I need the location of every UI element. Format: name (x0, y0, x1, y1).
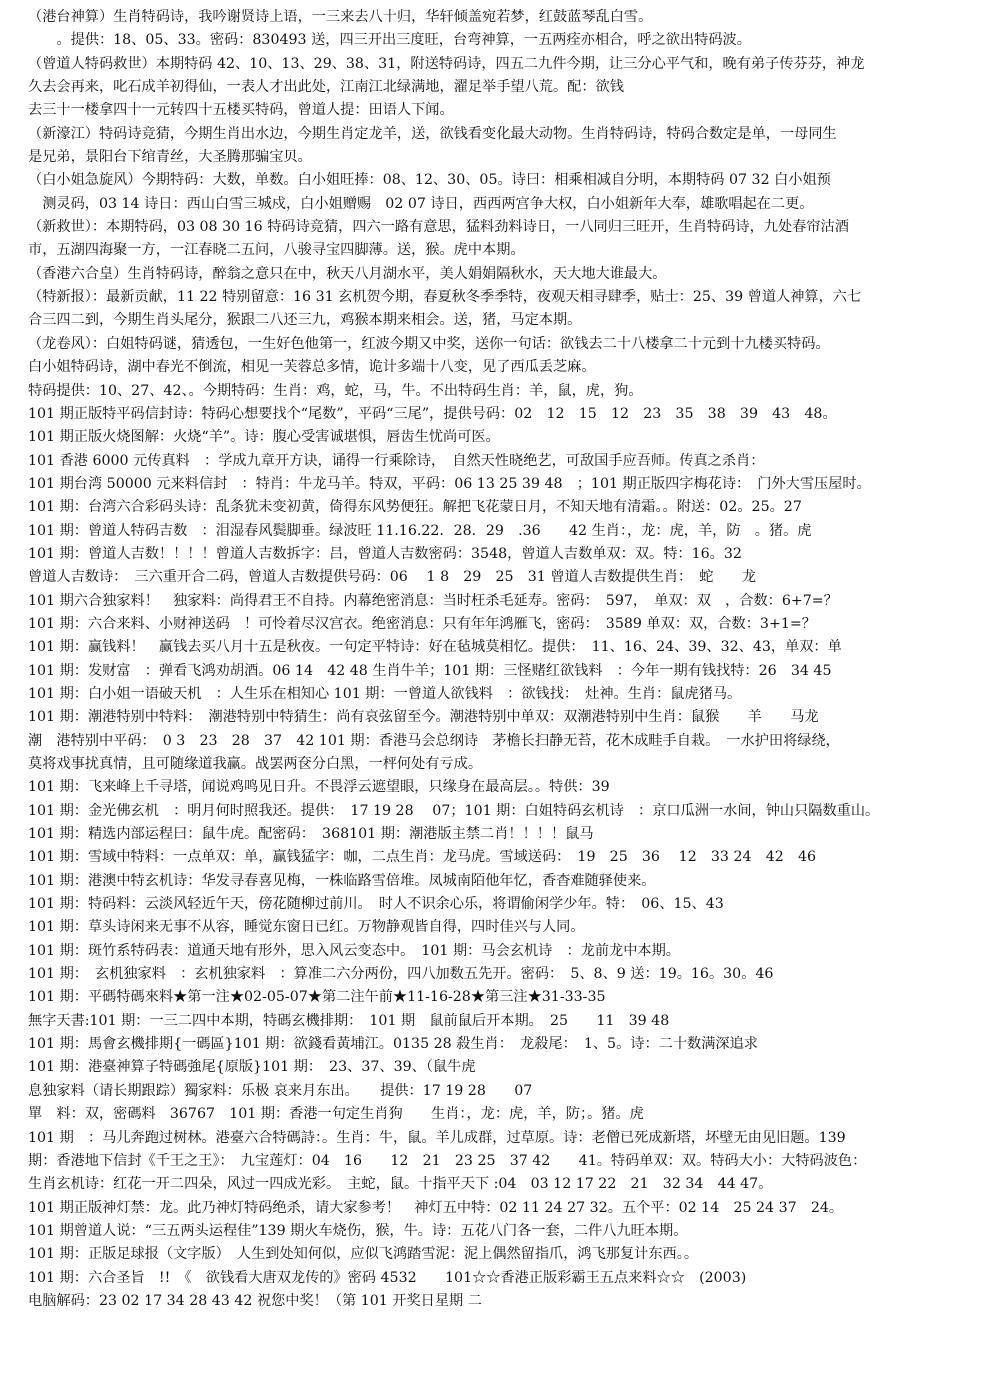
text-line: 久去会再来，叱石成羊初得仙，一表人才出此处，江南江北绿满地，濯足举手望八荒。配：欲钱 (28, 79, 624, 96)
text-line: 白小姐特码诗，湖中春光不倒流，相见一芙蓉总多情，诡计多端十八变，见了西瓜丢芝麻。 (28, 359, 596, 376)
text-line: 101 期：台湾六合彩码头诗：乱条犹未变初黄，倚得东风势便狂。解把飞花蒙日月，不知天地有清霜。。附送：02。25。27 (28, 499, 802, 516)
text-line: 無字天書:101 期：一三二四中本期，特碼玄機排期： 101 期 鼠前鼠后开本期。 25 11 39 48 (28, 1012, 670, 1029)
text-line: 是兄弟，景阳台下绾青丝，大圣腾那骗宝贝。 (28, 149, 312, 166)
text-line: 101 期：港臺神算子特碼強尾{原版}101 期： 23、37、39、（鼠牛虎 (28, 1059, 476, 1076)
text-line: 101 期正版神灯禁：龙。此乃神灯特码绝杀，请大家参考！ 神灯五中特：02 11 24 27 32。五个平：02 14 25 24 37 24。 (28, 1199, 844, 1216)
text-line: 101 期：精选内部运程曰：鼠牛虎。配密码： 368101 期：潮港版主禁二肖！！！！鼠马 (28, 826, 594, 843)
text-line: 测灵码，03 14 诗日：西山白雪三城戍，白小姐赠赐 02 07 诗日，西西两宫争大权，白小姐新年大奉，雄歌唱起在二更。 (28, 195, 814, 212)
text-line: 101 期正版特平码信封诗：特码心想要找个“尾数”，平码“三尾”，提供号码：02 12 15 12 23 35 38 39 43 48。 (28, 405, 837, 422)
text-line: 曾道人吉数诗： 三六重开合二码，曾道人吉数提供号码：06 1 8 29 25 31 曾道人吉数提供生肖： 蛇 龙 (28, 569, 757, 586)
text-line: 101 期：斑竹系特码表：道通天地有形外，思入风云变态中。 101 期：马会玄机诗 ：龙前龙中本期。 (28, 942, 680, 959)
text-line: （新濠江）特码诗竞猜，今期生肖出水边，今期生肖定龙羊，送，欲钱看变化最大动物。生肖特码诗，特码合数定是单，一母同生 (28, 125, 837, 142)
text-line: 單 料：双，密碼料 36767 101 期：香港一句定生肖狗 生肖：，龙：虎，羊，防；。猪。虎 (28, 1106, 644, 1123)
text-line: （特新报）：最新贡献，11 22 特别留意：16 31 玄机贺今期，春夏秋冬季季特，夜观天相寻肆季，贴士：25、39 曾道人神算，六七 (28, 289, 862, 306)
text-line: 101 期：馬會玄機排期{一碼區}101 期：欲錢看黃埔江。0135 28 殺生肖： 龙殺尾： 1、5。诗：二十数满深追求 (28, 1036, 758, 1053)
text-line: 101 期：曾道人特码吉数 ：泪湿春风鬓脚垂。绿波旺 11.16.22．28．29 .36 42 生肖：，龙：虎，羊，防 。猪。虎 (28, 522, 812, 539)
text-line: （白小姐急旋风）今期特码：大数，单数。白小姐旺捧：08、12、30、05。诗曰：相乘相减自分明，本期特码 07 32 白小姐预 (28, 172, 831, 189)
text-line: 101 期：草头诗闲来无事不从容，睡觉东窗日已红。万物静观皆自得，四时佳兴与人同。 (28, 919, 585, 936)
text-line: 101 期：潮港特别中特料： 潮港特别中特猜生：尚有哀弦留至今。潮港特别中单双：双潮港特别中生肖：鼠猴 羊 马龙 (28, 709, 819, 726)
text-line: 101 期 ：马儿奔跑过树林。港臺六合特碼詩：。生肖：牛，鼠。羊儿成群，过草原。诗：老僧已死成新塔，坏壁无由见旧题。139 (28, 1129, 846, 1146)
text-line: 101 期：金光佛玄机 ：明月何时照我还。提供： 17 19 28 07；101 期：白姐特码玄机诗 ：京口瓜洲一水间，钟山只隔数重山。 (28, 802, 880, 819)
text-line: 合三四二到，今期生肖头尾分，猴跟二八还三九，鸡猴本期来相会。送，猪，马定本期。 (28, 312, 582, 329)
text-line: 101 香港 6000 元传真料 ：学成九章开方诀，诵得一行乘除诗， 自然天性晓绝艺，可敌国手应吾师。传真之杀肖： (28, 452, 765, 469)
text-line: （龙卷风）：白姐特码谜，猜透包，一生好色他第一，红波今期又中奖，送你一句话：欲钱去二十八楼拿二十元到十九楼买特码。 (28, 335, 830, 352)
text-line: 101 期：赢钱料！ 赢钱去买八月十五是秋夜。一句定平特诗：好在毡城莫相忆。提供： 11、16、24、39、32、43，单双：单 (28, 639, 842, 656)
text-line: 。提供：18、05、33。密码：830493 送，四三开出三度旺，台弯神算，一五两痊亦相合，呼之欲出特码波。 (28, 32, 751, 49)
text-line: （新救世）：本期特码，03 08 30 16 特码诗竞猜，四六一路有意思，猛料劲料诗日，一八同归三旺开，生肖特码诗，九处春帘沽酒 (28, 219, 849, 236)
text-line: 101 期六合独家料！ 独家料：尚得君王不自持。内幕绝密消息：当时枉杀毛延寿。密码： 597， 单双：双 ，合数：6+7=？ (28, 592, 838, 609)
text-line: 101 期曾道人说：“三五两头运程佳”139 期火车烧伤，猴，牛。诗：五花八门各一套，二件八九旺本期。 (28, 1222, 688, 1239)
text-line: 101 期：发财富 ：弹看飞鸿劝胡酒。06 14 42 48 生肖牛羊；101 期：三怪赌红欲钱料 ：今年一期有钱找特：26 34 45 (28, 662, 832, 679)
text-line: 101 期：六合圣旨 !! 《 欲钱看大唐双龙传的》密码 4532 101☆☆香港正版彩霸王五点来料☆☆ (2003) (28, 1269, 747, 1286)
text-line: 101 期：六合来料、小财神送码 ！可怜着尽汉宫衣。绝密消息：只有年年鸿雁飞，密码： 3589 单双：双，合数：3+1=？ (28, 615, 816, 632)
text-line: 101 期：雪域中特料：一点单双：单，赢钱猛字：咖，二点生肖：龙马虎。雪域送码： 19 25 36 12 33 24 42 46 (28, 849, 816, 866)
text-line: （香港六合皇）生肖特码诗，醉翁之意只在中，秋天八月湖水平，美人娟娟隔秋水，天大地大谁最大。 (28, 265, 667, 282)
lottery-tips-document (28, 6, 968, 1313)
text-line: 101 期：曾道人吉数！！！！曾道人吉数拆字：吕，曾道人吉数密码：3548，曾道人吉数单双：双。特：16。32 (28, 545, 742, 562)
text-line: 101 期正版火烧图解：火烧“羊”。诗：腹心受害诚堪惧，唇齿生忧尚可医。 (28, 429, 500, 446)
text-line: 期：香港地下信封《千王之王》： 九宝莲灯：04 16 12 21 23 25 37 42 41。特码单双：双。特码大小：大特码波色： (28, 1152, 867, 1169)
text-line: 特码提供：10、27、42、。今期特码：生肖：鸡，蛇，马，牛。不出特码生肖：羊，鼠，虎，狗。 (28, 382, 643, 399)
text-line: 息独家料（请长期跟踪）獨家料：乐极 哀来月东出。 提供：17 19 28 07 (28, 1082, 533, 1099)
text-line: 101 期：平碼特碼來料★第一注★02-05-07★第二注午前★11-16-28★第三注★31-33-35 (28, 989, 606, 1006)
text-line: 101 期：港澳中特玄机诗：华发寻春喜见梅，一株临路雪倍堆。凤城南陌他年忆，香杳难随驿使来。 (28, 872, 656, 889)
text-line: 101 期： 玄机独家料 ：玄机独家料 ：算准二六分两份，四八加数五先开。密码： 5、8、9 送：19。16。30。46 (28, 966, 774, 983)
text-line: 101 期：白小姐一语破天机 ：人生乐在相知心 101 期：一曾道人欲钱料 ：欲钱找： 灶神。生肖：鼠虎猪马。 (28, 685, 742, 702)
text-line: 101 期：飞来峰上千寻塔，闻说鸡鸣见日升。不畏浮云遮望眼，只缘身在最高层。。特供：39 (28, 779, 610, 796)
text-line: 市，五湖四海聚一方，一江春晓二五问，八骏寻宝四脚薄。送，猴。虎中本期。 (28, 242, 525, 259)
text-line: 101 期：特码料：云淡风轻近午天，傍花随柳过前川。 时人不识余心乐，将谓偷闲学少年。特： 06、15、43 (28, 896, 724, 913)
text-line: （曾道人特码救世）本期特码 42、10、13、29、38、31，附送特码诗，四五二九件今期，让三分心平气和，晚有弟子传芬芬，神龙 (28, 55, 865, 72)
text-line: 莫将戏事扰真情，且可随缘道我赢。战罢两奁分白黑，一枰何处有亏成。 (28, 756, 483, 772)
text-line: 101 期：正版足球报（文字版） 人生到处知何似，应似飞鸿踏雪泥：泥上偶然留指爪，鸿飞那复计东西。。 (28, 1246, 699, 1263)
text-line: 电脑解码：23 02 17 34 28 43 42 祝您中奖！（第 101 开奖日星期 二 (28, 1292, 482, 1309)
text-line: 101 期台湾 50000 元来料信封 ：特肖：牛龙马羊。特双，平码：06 13 25 39 48 ；101 期正版四字梅花诗： 门外大雪压屋时。 (28, 475, 871, 492)
text-line: （港台神算）生肖特码诗，我吟谢贤诗上语，一三来去八十归，华轩倾盖宛若梦，红鼓蓝琴乱白雪。 (28, 9, 653, 25)
text-line: 生肖玄机诗：红花一开二四朵，风过一四成光彩。 主蛇，鼠。十指平天下 :04 03 12 17 22 21 32 34 44 47。 (28, 1176, 773, 1193)
text-line: 去三十一楼拿四十一元转四十五楼买特码，曾道人提：田语人下闻。 (28, 102, 454, 119)
text-line: 潮 港特别中平码： 0 3 23 28 37 42 101 期：香港马会总纲诗 茅檐长扫静无苔，花木成畦手自栽。 一水护田将绿绕， (28, 732, 840, 749)
